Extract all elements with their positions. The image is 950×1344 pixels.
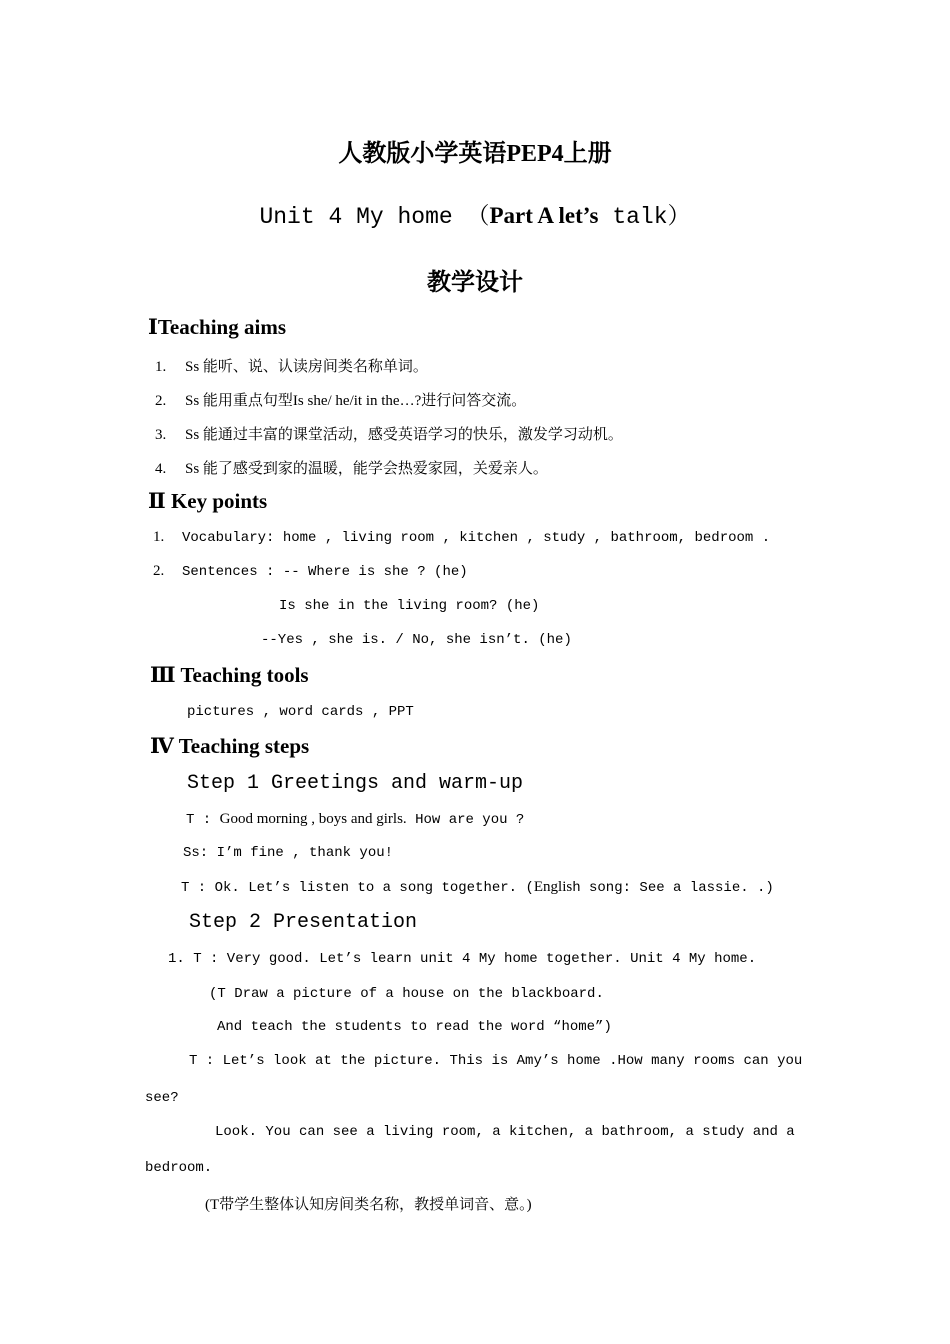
section-teaching-steps-heading: Ⅳ Teaching steps bbox=[150, 734, 310, 758]
aims-item-3-number: 3. bbox=[155, 427, 167, 443]
aims-item-2-number: 2. bbox=[155, 393, 167, 409]
dialogue-line-3-b: Englis bbox=[533, 879, 573, 895]
key-points-item-1 bbox=[153, 529, 770, 546]
key-points-item-2 bbox=[153, 563, 468, 580]
aims-item-1-number: 1. bbox=[155, 359, 167, 375]
presentation-line-8: (T带学生整体认知房间类名称，教授单词音、意。) bbox=[205, 1197, 532, 1213]
key-points-sentence-2: Is she in the living room? (he) bbox=[279, 598, 540, 614]
key-points-item-1-number: 1. bbox=[153, 529, 165, 545]
doc-subtitle bbox=[0, 197, 950, 230]
aims-item-2-text: Ss 能用重点句型Is she/ he/it in the…?进行问答交流。 bbox=[185, 393, 527, 409]
section-key-points-heading: Ⅱ Key points bbox=[148, 489, 268, 513]
presentation-line-7: bedroom. bbox=[145, 1160, 213, 1176]
aims-item-1 bbox=[155, 355, 428, 376]
presentation-line-2: (T Draw a picture of a house on the blackboard. bbox=[209, 986, 604, 1002]
step-2-heading: Step 2 Presentation bbox=[189, 911, 418, 934]
key-points-item-2-text: Sentences : -- Where is she ? (he) bbox=[182, 564, 468, 580]
dialogue-line-1-greeting: Good morning , boys and girls. bbox=[219, 811, 407, 827]
dialogue-line-1-question: How are you ? bbox=[406, 812, 525, 828]
subtitle-part-b: Part A let’s bbox=[489, 203, 599, 228]
aims-item-4 bbox=[155, 457, 548, 478]
dialogue-line-3-a: T : Ok. Let’s listen to a song together. ( bbox=[181, 880, 534, 896]
dialogue-line-2: Ss: I’m fine , thank you! bbox=[183, 845, 394, 861]
dialogue-line-3-c: h song: See a lassie. .) bbox=[572, 880, 774, 896]
presentation-line-6: Look. You can see a living room, a kitchen, a bathroom, a study and a bbox=[215, 1124, 795, 1140]
step-1-heading: Step 1 Greetings and warm-up bbox=[187, 772, 524, 795]
aims-item-3-text: Ss 能通过丰富的课堂活动，感受英语学习的快乐，激发学习动机。 bbox=[185, 427, 623, 443]
teaching-tools-list: pictures , word cards , PPT bbox=[187, 704, 414, 720]
key-points-sentence-3: --Yes , she is. / No, she isn’t. (he) bbox=[261, 632, 572, 648]
dialogue-line-3 bbox=[181, 879, 774, 896]
section-teaching-aims-heading: ⅠTeaching aims bbox=[148, 315, 286, 339]
aims-item-4-text: Ss 能了感受到家的温暖，能学会热爱家园，关爱亲人。 bbox=[185, 461, 548, 477]
aims-item-3 bbox=[155, 423, 623, 444]
dialogue-line-1-speaker: T : bbox=[186, 812, 220, 828]
key-points-item-2-number: 2. bbox=[153, 563, 165, 579]
subtitle-part-c: talk） bbox=[598, 204, 691, 230]
presentation-line-4: T : Let’s look at the picture. This is Amy’s home .How many rooms can you bbox=[189, 1053, 803, 1069]
aims-item-4-number: 4. bbox=[155, 461, 167, 477]
doc-title-design: 教学设计 bbox=[427, 270, 523, 296]
key-points-item-1-text: Vocabulary: home , living room , kitchen , study , bathroom, bedroom . bbox=[182, 530, 771, 546]
doc-title: 人教版小学英语PEP4上册 bbox=[338, 141, 612, 167]
section-teaching-tools-heading: Ⅲ Teaching tools bbox=[150, 663, 309, 687]
subtitle-part-a: Unit 4 My home （ bbox=[259, 204, 490, 230]
aims-item-2 bbox=[155, 389, 526, 410]
presentation-line-3: And teach the students to read the word “home”) bbox=[217, 1019, 612, 1035]
aims-item-1-text: Ss 能听、说、认读房间类名称单词。 bbox=[185, 359, 428, 375]
presentation-line-5: see? bbox=[145, 1090, 179, 1106]
presentation-line-1: 1. T : Very good. Let’s learn unit 4 My home together. Unit 4 My home. bbox=[168, 951, 757, 967]
dialogue-line-1 bbox=[186, 811, 524, 828]
